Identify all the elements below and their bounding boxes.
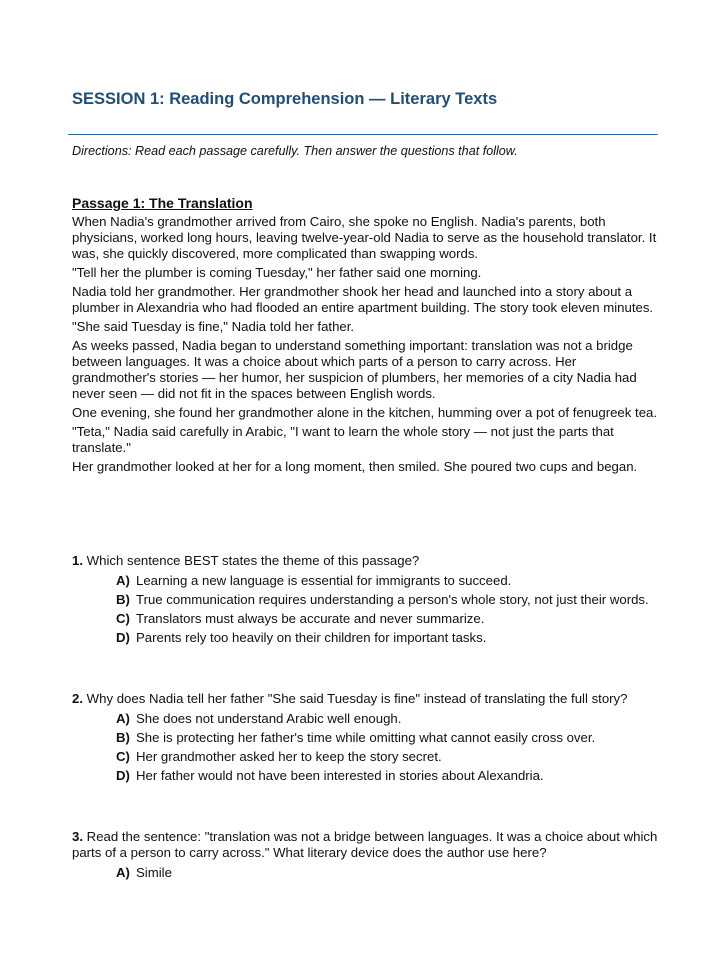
answer-option-a[interactable]	[116, 573, 662, 589]
question-text: Read the sentence: "translation was not a bridge between languages. It was a choice about which parts of a person to carry across." What literary device does the author use here?	[72, 829, 658, 860]
session-title: SESSION 1: Reading Comprehension — Literary Texts	[72, 90, 498, 108]
question-stem	[72, 691, 662, 707]
option-letter: A)	[116, 865, 130, 880]
question-2	[72, 691, 662, 787]
option-text: Translators must always be accurate and never summarize.	[136, 611, 485, 626]
passage-paragraph: Nadia told her grandmother. Her grandmother shook her head and launched into a story about a plumber in Alexandria who had flooded an entire apartment building. The story took eleven minutes.	[72, 284, 654, 315]
passage-paragraph: "Tell her the plumber is coming Tuesday," her father said one morning.	[72, 265, 482, 280]
passage-paragraph: One evening, she found her grandmother alone in the kitchen, humming over a pot of fenugreek tea.	[72, 405, 658, 420]
answer-option-a[interactable]	[116, 865, 662, 881]
passage-paragraph: Her grandmother looked at her for a long moment, then smiled. She poured two cups and began.	[72, 459, 638, 474]
question-text: Why does Nadia tell her father "She said Tuesday is fine" instead of translating the full story?	[86, 691, 628, 706]
answer-option-d[interactable]	[116, 768, 662, 784]
option-text: She does not understand Arabic well enough.	[136, 711, 402, 726]
passage-paragraph: "Teta," Nadia said carefully in Arabic, "I want to learn the whole story — not just the parts that translate."	[72, 424, 614, 455]
question-1	[72, 553, 662, 649]
option-text: Learning a new language is essential for immigrants to succeed.	[136, 573, 512, 588]
option-text: Simile	[136, 865, 172, 880]
passage-paragraph: When Nadia's grandmother arrived from Cairo, she spoke no English. Nadia's parents, both physicians, worked long hours, leaving twelve-year-old Nadia to serve as the household translator. It was, she quickly discovered, more complicated than swapping words.	[72, 214, 657, 261]
option-letter: B)	[116, 592, 130, 607]
passage-paragraph: As weeks passed, Nadia began to understand something important: translation was not a bridge between languages. It was a choice about which parts of a person to carry across. Her grandmother's stories — her humor, her suspicion of plumbers, her memories of a city Nadia had never seen — did not fit in the spaces between English words.	[72, 338, 637, 401]
question-3	[72, 829, 662, 884]
option-letter: A)	[116, 573, 130, 588]
question-stem	[72, 829, 662, 861]
option-letter: A)	[116, 711, 130, 726]
answer-option-b[interactable]	[116, 730, 662, 746]
option-letter: B)	[116, 730, 130, 745]
answer-option-a[interactable]	[116, 711, 662, 727]
answer-option-c[interactable]	[116, 749, 662, 765]
option-text: Her grandmother asked her to keep the story secret.	[136, 749, 442, 764]
question-number: 2.	[72, 691, 83, 706]
answer-option-b[interactable]	[116, 592, 662, 608]
answer-option-d[interactable]	[116, 630, 662, 646]
passage	[72, 195, 660, 478]
directions: Directions: Read each passage carefully. Then answer the questions that follow.	[72, 144, 518, 158]
option-letter: C)	[116, 749, 130, 764]
option-letter: D)	[116, 768, 130, 783]
question-text: Which sentence BEST states the theme of this passage?	[86, 553, 420, 568]
option-letter: C)	[116, 611, 130, 626]
passage-title: Passage 1: The Translation	[72, 195, 253, 211]
option-text: Her father would not have been interested in stories about Alexandria.	[136, 768, 544, 783]
question-number: 3.	[72, 829, 83, 844]
question-stem	[72, 553, 662, 569]
option-letter: D)	[116, 630, 130, 645]
passage-paragraph: "She said Tuesday is fine," Nadia told her father.	[72, 319, 355, 334]
option-text: She is protecting her father's time while omitting what cannot easily cross over.	[136, 730, 596, 745]
option-text: Parents rely too heavily on their children for important tasks.	[136, 630, 487, 645]
title-divider	[68, 134, 658, 135]
answer-option-c[interactable]	[116, 611, 662, 627]
question-number: 1.	[72, 553, 83, 568]
option-text: True communication requires understanding a person's whole story, not just their words.	[136, 592, 649, 607]
